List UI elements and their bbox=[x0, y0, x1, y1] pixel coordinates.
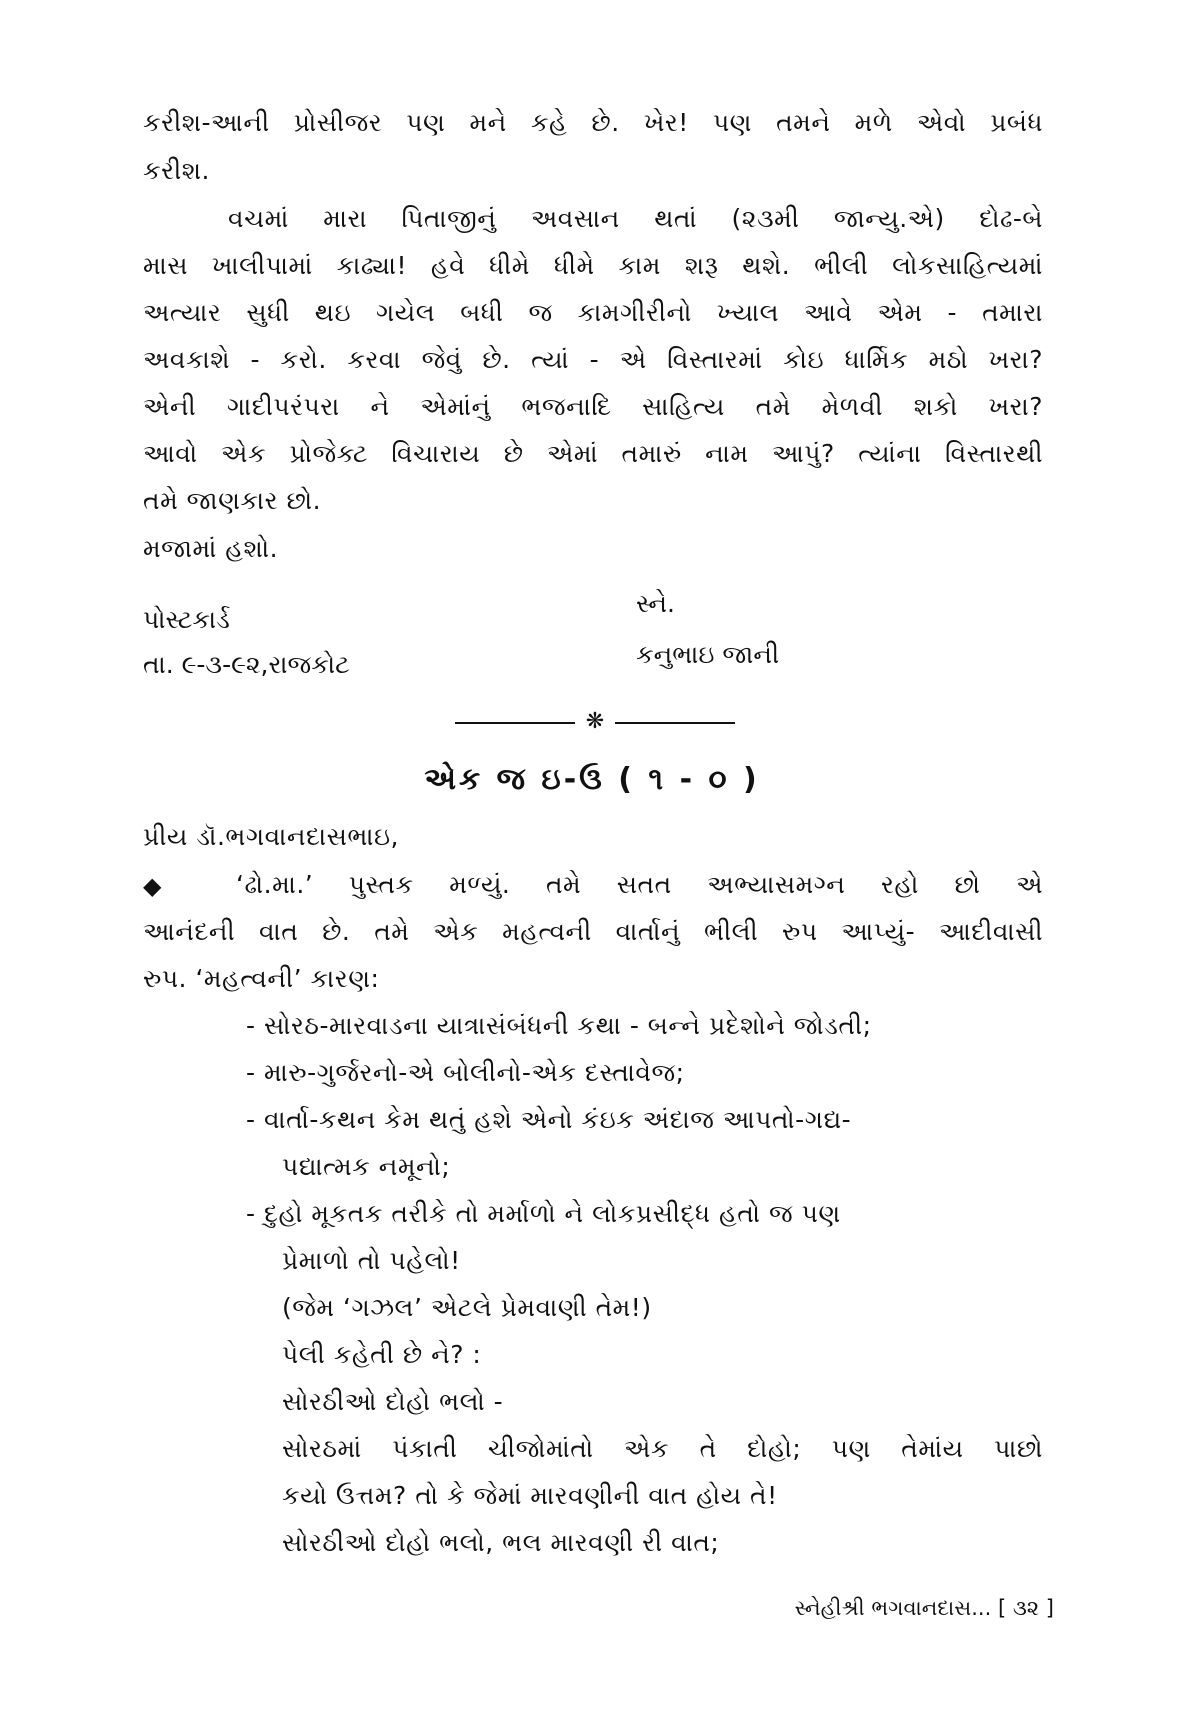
paragraph-line: અત્યાર સુધી થઇ ગયેલ બધી જ કામગીરીનો ખ્યાલ આવે એમ - તમારા bbox=[143, 298, 1043, 327]
list-item: - મારુ-ગુર્જરનો-એ બોલીનો-એક દસ્તાવેજ; bbox=[246, 1058, 685, 1087]
paragraph-line: તમે જાણકાર છો. bbox=[143, 486, 322, 515]
paragraph-line: (જેમ ‘ગઝલ’ એટલે પ્રેમવાણી તેમ!) bbox=[282, 1293, 652, 1322]
bullet-icon: ◆ bbox=[143, 872, 162, 900]
paragraph-line: એની ગાદીપરંપરા ને એમાંનું ભજનાદિ સાહિત્ય તમે મેળવી શકો ખરા? bbox=[143, 392, 1043, 421]
paragraph-line: રુપ. ‘મહત્વની’ કારણ: bbox=[143, 964, 380, 993]
paragraph-line: કરીશ. bbox=[143, 156, 210, 185]
paragraph-line: સોરઠમાં પંકાતી ચીજોમાંતો એક તે દોહો; પણ તેમાંય પાછો bbox=[282, 1434, 1043, 1463]
list-item: - દુહો મૂકતક તરીકે તો મર્માળો ને લોકપ્રસીદ્ધ હતો જ પણ bbox=[246, 1199, 841, 1228]
postcard-label: પોસ્ટકાર્ડ bbox=[143, 605, 230, 634]
date-place: તા. ૯-૩-૯૨,રાજકોટ bbox=[143, 650, 350, 679]
signature-salutation: સ્ને. bbox=[636, 589, 675, 618]
paragraph-line: વચમાં મારા પિતાજીનું અવસાન થતાં (૨૩મી જાન્યુ.એ) દોઢ-બે bbox=[228, 204, 1043, 233]
closing-line: મજામાં હશો. bbox=[143, 534, 279, 563]
paragraph-line: આવો એક પ્રોજેક્ટ વિચારાય છે એમાં તમારું નામ આપું? ત્યાંના વિસ્તારથી bbox=[143, 439, 1043, 468]
paragraph-line: આનંદની વાત છે. તમે એક મહત્વની વાર્તાનું ભીલી રુપ આપ્યું- આદીવાસી bbox=[143, 917, 1043, 946]
list-item-continuation: પદ્યાત્મક નમૂનો; bbox=[282, 1152, 451, 1181]
ornament-icon: ❋ bbox=[585, 709, 605, 734]
divider-rule-right bbox=[615, 722, 735, 724]
paragraph-line: સોરઠીઓ દોહો ભલો, ભલ મારવણી રી વાત; bbox=[282, 1528, 720, 1557]
divider-rule-left bbox=[455, 722, 575, 724]
paragraph-line: કયો ઉત્તમ? તો કે જેમાં મારવણીની વાત હોય તે! bbox=[282, 1481, 778, 1510]
paragraph-line: કરીશ-આની પ્રોસીજર પણ મને કહે છે. ખેર! પણ તમને મળે એવો પ્રબંધ bbox=[143, 108, 1043, 137]
section-divider bbox=[455, 709, 735, 734]
section-heading: એક જ ઇ-ઉ ( ૧ - ૦ ) bbox=[424, 762, 760, 797]
paragraph-line: ‘ઢો.મા.’ પુસ્તક મળ્યું. તમે સતત અભ્યાસમગ્ન રહો છો એ bbox=[236, 870, 1043, 899]
list-item-continuation: પ્રેમાળો તો પહેલો! bbox=[282, 1246, 461, 1275]
paragraph-line: સોરઠીઓ દોહો ભલો - bbox=[282, 1387, 504, 1416]
signature-name: કનુભાઇ જાની bbox=[636, 640, 780, 669]
paragraph-line: પેલી કહેતી છે ને? : bbox=[282, 1340, 482, 1369]
page-footer: સ્નેહીશ્રી ભગવાનદાસ... [ ૩૨ ] bbox=[794, 1596, 1054, 1620]
list-item: - સોરઠ-મારવાડના યાત્રાસંબંધની કથા - બન્ને પ્રદેશોને જોડતી; bbox=[246, 1011, 872, 1040]
list-item: - વાર્તા-કથન કેમ થતું હશે એનો કંઇક અંદાજ આપતો-ગદ્ય- bbox=[246, 1105, 852, 1134]
paragraph-line: માસ ખાલીપામાં કાઢ્યા! હવે ધીમે ધીમે કામ શરૂ થશે. ભીલી લોકસાહિત્યમાં bbox=[143, 251, 1043, 280]
salutation: પ્રીય ડૉ.ભગવાનદાસભાઇ, bbox=[143, 822, 399, 851]
paragraph-line: અવકાશે - કરો. કરવા જેવું છે. ત્યાં - એ વિસ્તારમાં કોઇ ધાર્મિક મઠો ખરા? bbox=[143, 345, 1043, 374]
